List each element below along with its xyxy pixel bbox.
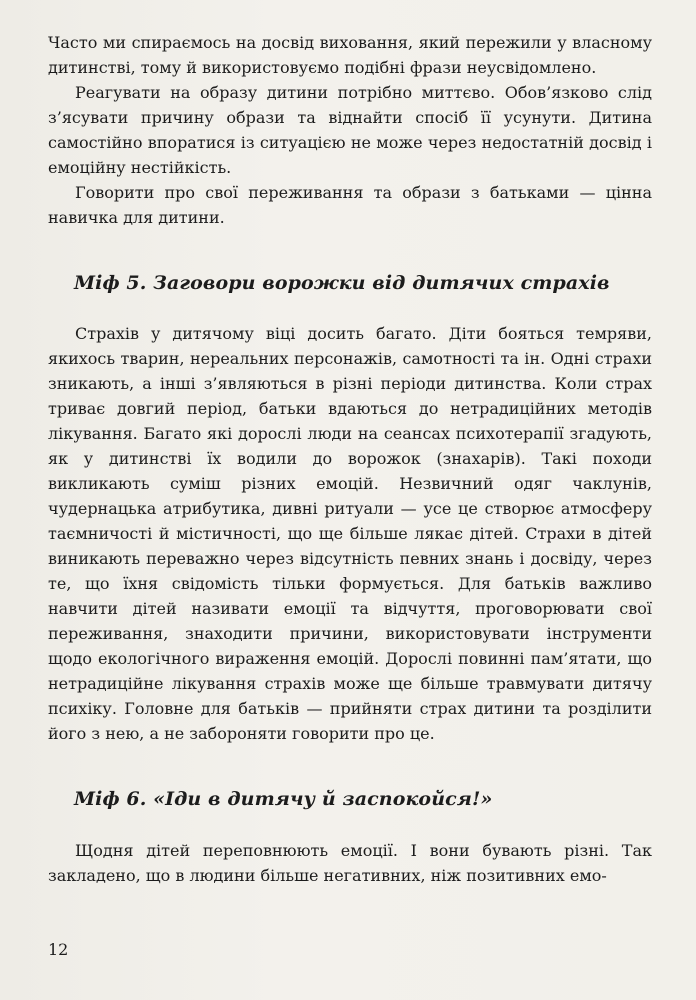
myth6-paragraph: Щодня дітей переповнюють емоції. І вони бувають різні. Так закладено, що в людини більше негативних, ніж позитивних емо- <box>48 841 652 885</box>
myth5-heading: Міф 5. Заговори ворожки від дитячих страхів <box>74 272 610 294</box>
myth5-paragraph: Страхів у дитячому віці досить багато. Діти бояться темряви, якихось тварин, нереальних персонажів, самотності та ін. Одні страхи зникають, а інші з’являються в різні періоди дитинства. Коли страх триває довгий період, батьки вдаються до нетрадиційних методів лікування. Багато які дорослі люди на сеансах психотерапії згадують, як у дитинстві їх водили до ворожок (знахарів). Такі походи викликають суміш різних емоцій. Незвичний одяг чаклунів, чудернацька атрибутика, дивні ритуали — усе це створює атмосферу таємничості й містичності, що ще більше лякає дітей. Страхи в дітей виникають переважно через відсутність певних знань і досвіду, через те, що їхня свідомість тільки формується. Для батьків важливо навчити дітей називати емоції та відчуття, проговорювати свої переживання, знаходити причини, використовувати інструменти щодо екологічного вираження емоцій. Дорослі повинні пам’ятати, що нетрадиційне лікування страхів може ще більше травмувати дитячу психіку. Головне для батьків — прийняти страх дитини та розділити його з нею, а не забороняти говорити про це. <box>48 324 652 743</box>
page-number: 12 <box>48 940 69 959</box>
myth6-heading: Міф 6. «Іди в дитячу й заспокойся!» <box>74 788 493 810</box>
intro-paragraph-3: Говорити про свої переживання та образи з батьками — цінна навичка для дитини. <box>48 183 652 227</box>
intro-paragraph-2: Реагувати на образу дитини потрібно миттєво. Обов’язково слід з’ясувати причину образи та віднайти спосіб її усунути. Дитина самостійно впоратися із ситуацією не може через недостатній досвід і емоційну нестійкість. <box>48 83 652 177</box>
intro-paragraph-1: Часто ми спираємось на досвід виховання, який пережили у власному дитинстві, тому й використовуємо подібні фрази неусвідомлено. <box>48 33 652 77</box>
